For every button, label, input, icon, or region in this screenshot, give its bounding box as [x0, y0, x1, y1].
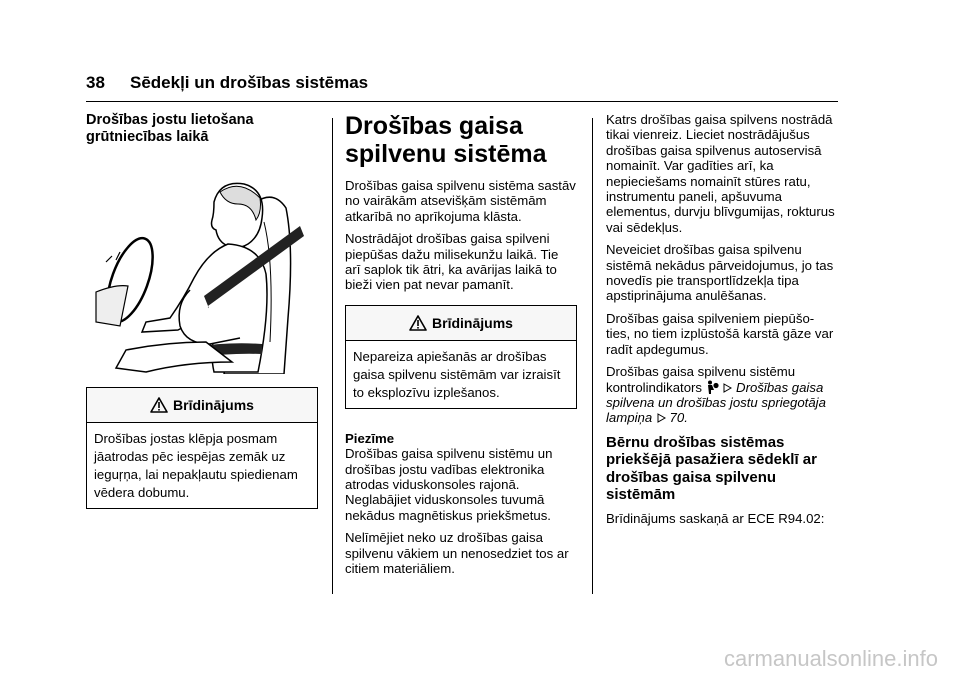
column-middle — [345, 112, 577, 584]
column-right — [606, 112, 838, 533]
pregnant-seatbelt-illustration — [86, 162, 318, 374]
warning-text: Drošības jostas klēpja posmam jāatrodas pēc iespējas zemāk uz ieguŗņa, lai nepakļautu spiedienam vēdera dobumu. — [94, 431, 298, 500]
page-reference-icon — [722, 383, 732, 393]
page-reference-icon — [656, 413, 666, 423]
paragraph: Katrs drošības gaisa spilvens nostrādā tikai vienreiz. Lieciet nostrādājušus drošības gaisa spilvenus autoservisā nomainīt. Var gadīties arī, ka nepieciešams nomainīt stūres ratu, instrumentu paneli, apšuvuma elementus, durvju blīvgumijas, rokturus vai sēdekļus. — [606, 112, 835, 235]
paragraph: Brīdinājums saskaņā ar ECE R94.02: — [606, 510, 825, 526]
page-number: 38 — [86, 73, 105, 92]
warning-triangle-icon — [409, 315, 427, 331]
column-divider — [332, 118, 333, 594]
indicator-reference[interactable]: Drošības gaisa spilvena un drošības jostu spriegotāja lampiņa — [606, 379, 826, 426]
warning-title: Brīdinājums — [173, 397, 254, 413]
warning-box — [345, 305, 577, 409]
column-divider — [592, 118, 593, 594]
indicator-page-ref[interactable]: 70 — [669, 410, 685, 426]
running-title: Sēdekļi un drošības sistēmas — [130, 73, 369, 92]
column-left — [86, 112, 318, 509]
indicator-paragraph: Drošības gaisa spilvenu sistēmu kontrolindikators Drošības gaisa spilvena un drošības jostu spriegotāja lampiņa 70. — [606, 364, 826, 426]
section-heading: Bērnu drošības sistēmas priekšējā pasažiera sēdeklī ar drošības gaisa spilvenu sistēmām — [606, 433, 817, 504]
airbag-indicator-icon — [706, 380, 719, 394]
warning-header — [87, 388, 317, 423]
warning-triangle-icon — [150, 397, 168, 413]
warning-text: Nepareiza apiešanās ar drošības gaisa spilvenu sistēmām var izraisīt to eksplozīvu izplešanos. — [353, 348, 561, 400]
note-paragraph: Drošības gaisa spilvenu sistēmu un drošības jostu vadības elektronika atrodas viduskonsoles rajonā. Neglabājiet viduskonsoles tuvumā nekādus magnētiskus priekšmetus. — [345, 446, 553, 523]
warning-header — [346, 306, 576, 341]
warning-title: Brīdinājums — [432, 314, 513, 331]
paragraph: Nostrādājot drošības gaisa spilveni piepūšas dažu milisekunžu laikā. Tie arī saplok tik ātri, ka avārijas laikā to bieži vien pat nevar pamanīt. — [345, 231, 559, 293]
paragraph: Drošības gaisa spilveniem piepūšo-ties, no tiem izplūstošā karstā gāze var radīt apdegumus. — [606, 310, 834, 357]
indicator-text: Drošības gaisa spilvenu sistēmu kontrolindikators — [606, 364, 796, 395]
section-heading: Drošības jostu lietošana grūtniecības laikā — [86, 112, 254, 145]
note-paragraph: Nelīmējiet neko uz drošības gaisa spilvenu vākiem un nenosedziet tos ar citiem materiāliem. — [345, 530, 569, 577]
main-heading: Drošības gaisa spilvenu sistēma — [345, 112, 547, 168]
paragraph: Drošības gaisa spilvenu sistēma sastāv no vairākām atsevišķām sistēmām atkarībā no aprīkojuma klāsta. — [345, 178, 576, 224]
warning-box — [86, 387, 318, 509]
paragraph: Neveiciet drošības gaisa spilvenu sistēmā nekādus pārveidojumus, jo tas novedīs pie transportlīdzekļa tipa apstiprinājuma anulēšanas. — [606, 242, 834, 304]
watermark: carmanualsonline.info — [723, 646, 938, 671]
page-header — [86, 73, 838, 102]
note-label: Piezīme — [345, 430, 395, 446]
